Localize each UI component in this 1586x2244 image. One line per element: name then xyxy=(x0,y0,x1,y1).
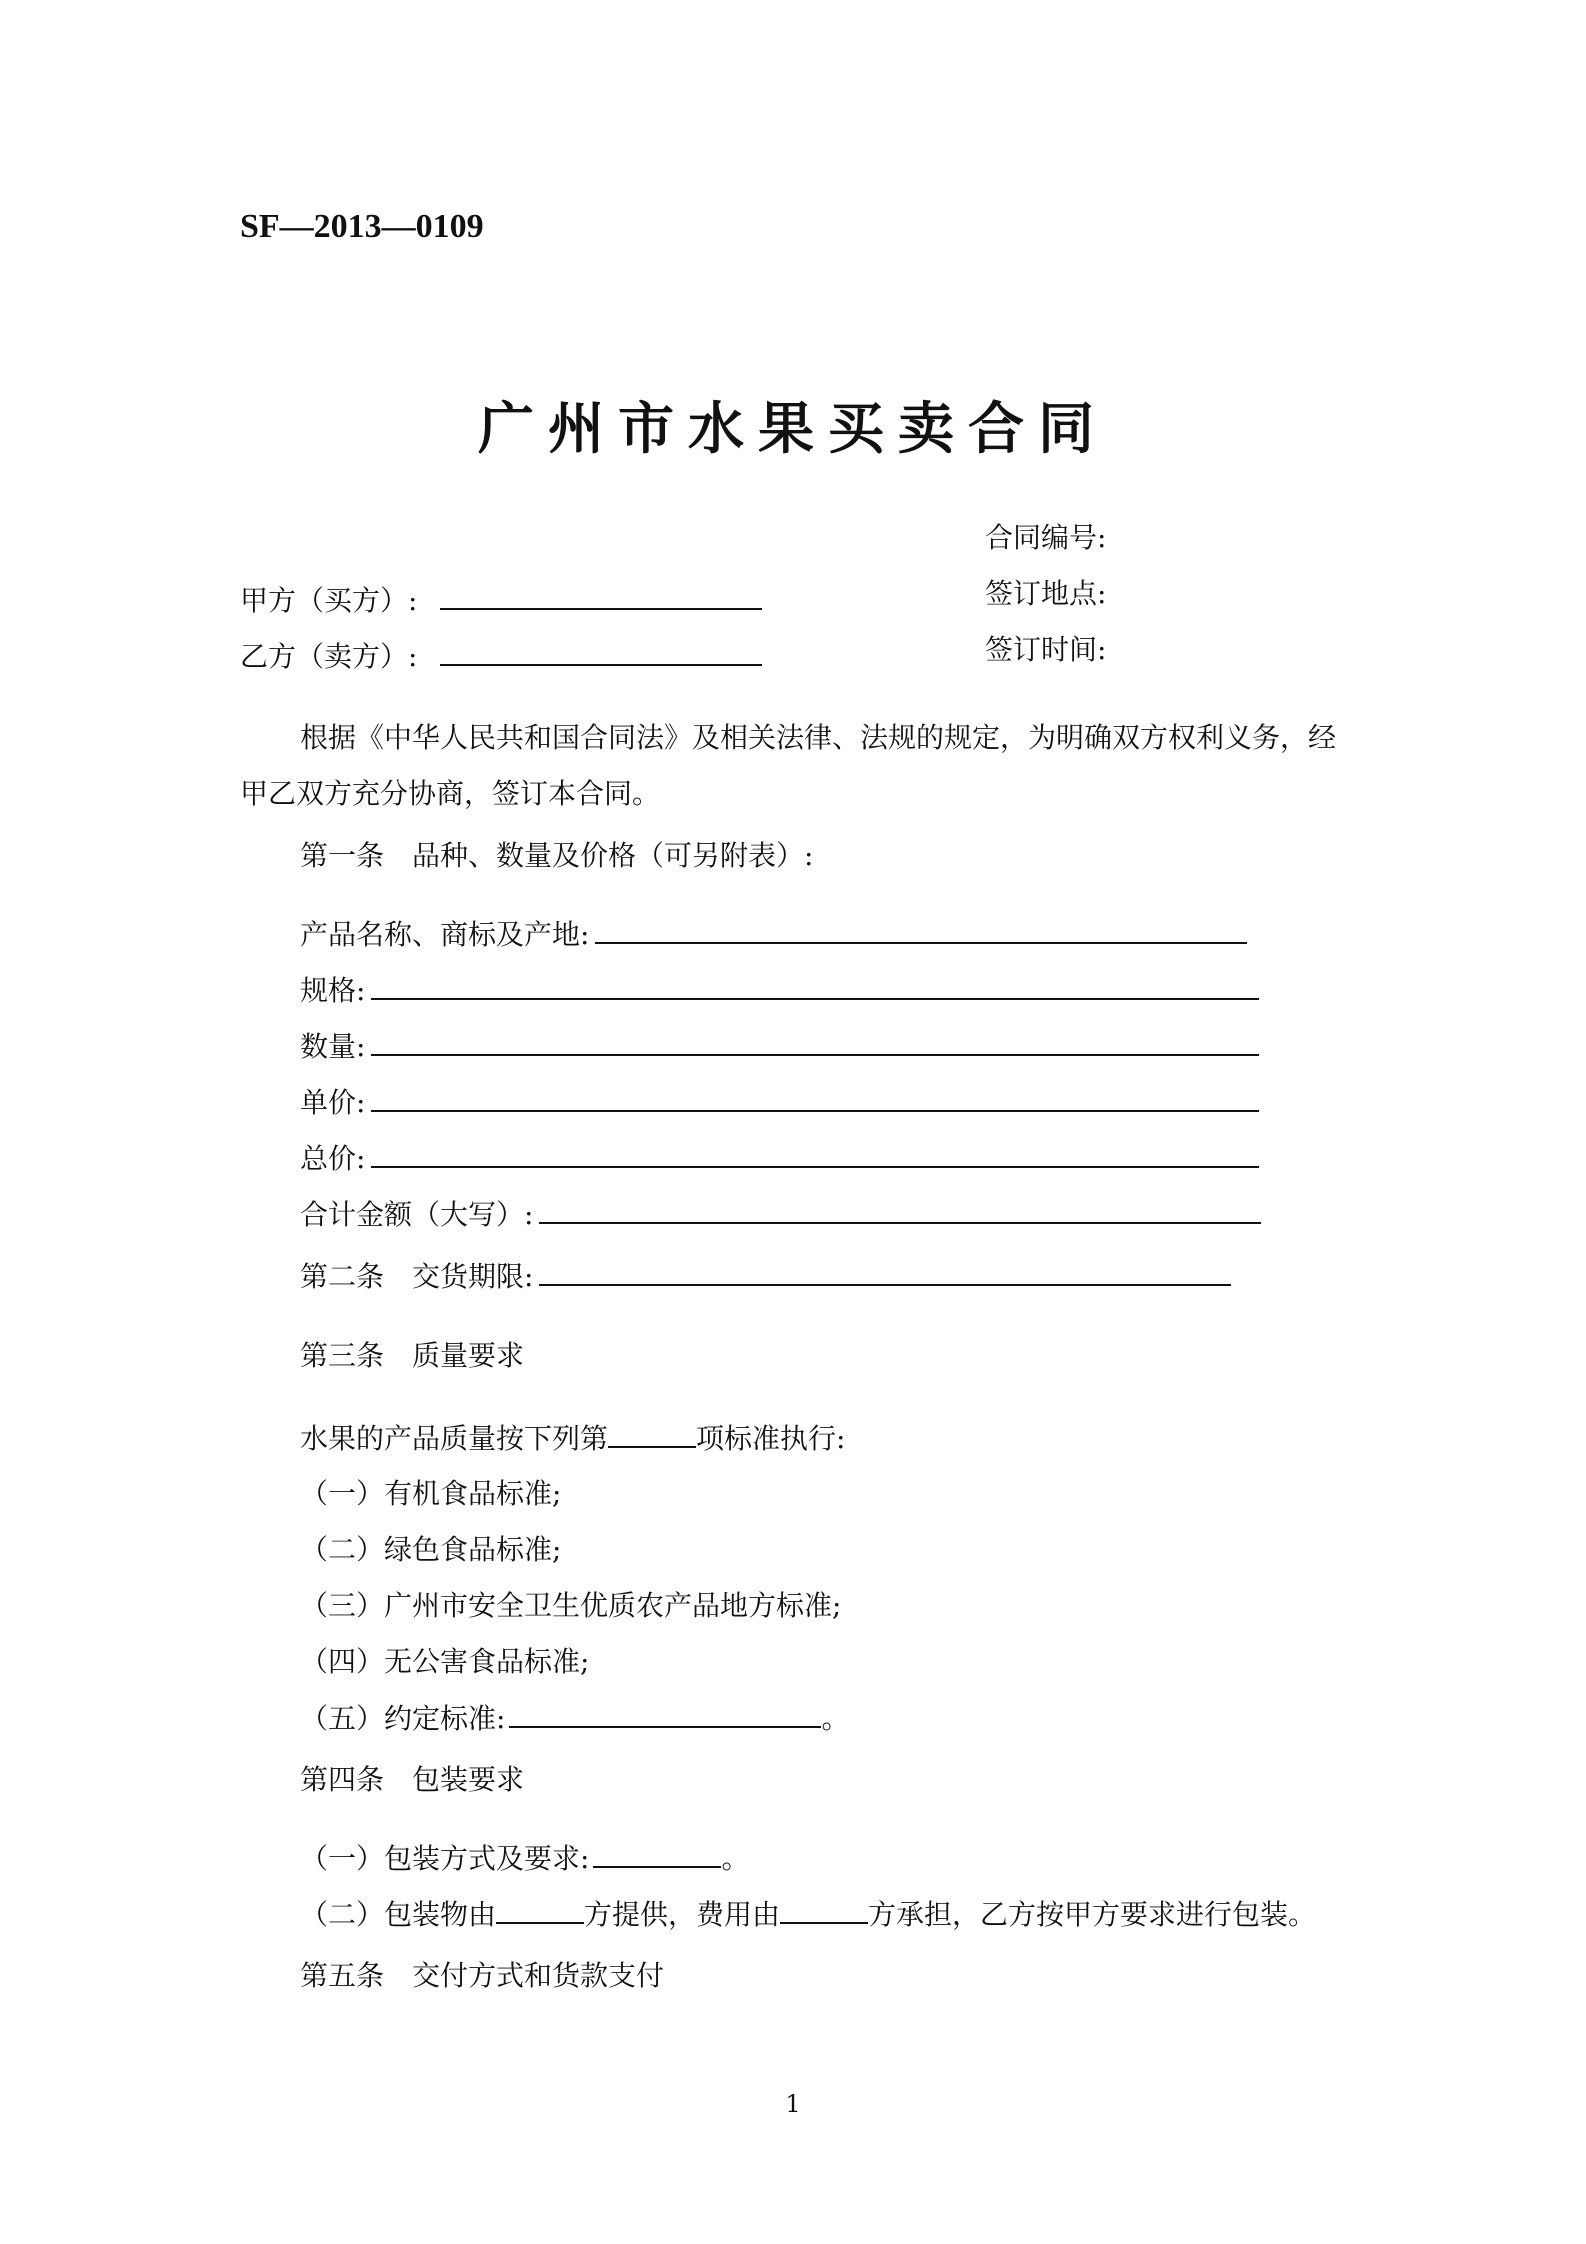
field-label: 单价: xyxy=(300,1086,366,1119)
delivery-deadline-blank[interactable] xyxy=(539,1256,1231,1286)
packaging-method-blank[interactable] xyxy=(593,1838,721,1868)
page-title: 广州市水果买卖合同 xyxy=(478,396,1108,462)
field-blank[interactable] xyxy=(371,1026,1259,1056)
article-2-heading: 第二条 交货期限: xyxy=(300,1260,534,1293)
list-item: （三）广州市安全卫生优质农产品地方标准; xyxy=(300,1589,842,1622)
article-4-heading: 第四条 包装要求 xyxy=(300,1763,525,1796)
packaging-method-label: （一）包装方式及要求: xyxy=(300,1842,590,1875)
field-row xyxy=(300,1026,1259,1067)
field-label: 总价: xyxy=(300,1142,366,1175)
list-item: （四）无公害食品标准; xyxy=(300,1645,590,1678)
list-item xyxy=(300,1698,849,1739)
party-b-row xyxy=(240,636,762,677)
quality-intro-text: 水果的产品质量按下列第 xyxy=(300,1422,609,1455)
field-row xyxy=(300,1194,1261,1235)
packaging-item-1 xyxy=(300,1838,749,1879)
packaging-item-2-end: 方承担，乙方按甲方要求进行包装。 xyxy=(868,1898,1317,1931)
preamble-paragraph: 根据《中华人民共和国合同法》及相关法律、法规的规定，为明确双方权利义务，经甲乙双方充分协商，签订本合同。 xyxy=(240,721,1337,810)
packaging-provider-blank[interactable] xyxy=(496,1894,584,1924)
field-blank[interactable] xyxy=(595,914,1247,944)
field-blank[interactable] xyxy=(371,1138,1259,1168)
sign-time-label: 签订时间: xyxy=(985,633,1107,666)
document-code: SF—2013—0109 xyxy=(240,208,484,245)
agreed-standard-blank[interactable] xyxy=(509,1698,821,1728)
party-b-blank[interactable] xyxy=(440,636,762,666)
article-1-heading: 第一条 品种、数量及价格（可另附表）: xyxy=(300,839,814,872)
standard-number-blank[interactable] xyxy=(608,1418,696,1448)
field-label: 产品名称、商标及产地: xyxy=(300,918,590,951)
party-a-row xyxy=(240,580,762,621)
field-label: 规格: xyxy=(300,974,366,1007)
packaging-cost-label: 方提供，费用由 xyxy=(584,1898,781,1931)
period: 。 xyxy=(821,1702,850,1735)
field-row xyxy=(300,914,1247,955)
contract-number-label: 合同编号: xyxy=(985,521,1107,554)
party-b-label: 乙方（卖方）: xyxy=(240,640,418,673)
article-2-row xyxy=(300,1256,1231,1297)
party-a-blank[interactable] xyxy=(440,580,762,610)
page-number: 1 xyxy=(785,2090,801,2118)
list-item: （一）有机食品标准; xyxy=(300,1477,562,1510)
agreed-standard-label: （五）约定标准: xyxy=(300,1702,506,1735)
article-5-heading: 第五条 交付方式和货款支付 xyxy=(300,1959,665,1992)
field-label: 合计金额（大写）: xyxy=(300,1198,534,1231)
quality-intro-text-end: 项标准执行: xyxy=(696,1422,846,1455)
field-blank[interactable] xyxy=(371,970,1259,1000)
packaging-provider-label: （二）包装物由 xyxy=(300,1898,497,1931)
party-a-label: 甲方（买方）: xyxy=(240,584,418,617)
article-3-heading: 第三条 质量要求 xyxy=(300,1339,525,1372)
packaging-item-2 xyxy=(300,1894,1316,1935)
field-blank[interactable] xyxy=(539,1194,1261,1224)
period: 。 xyxy=(721,1842,750,1875)
field-row xyxy=(300,1082,1259,1123)
field-row xyxy=(300,970,1259,1011)
field-blank[interactable] xyxy=(371,1082,1259,1112)
field-label: 数量: xyxy=(300,1030,366,1063)
field-row xyxy=(300,1138,1259,1179)
quality-intro xyxy=(300,1418,845,1459)
packaging-cost-blank[interactable] xyxy=(780,1894,868,1924)
list-item: （二）绿色食品标准; xyxy=(300,1533,562,1566)
sign-place-label: 签订地点: xyxy=(985,577,1107,610)
